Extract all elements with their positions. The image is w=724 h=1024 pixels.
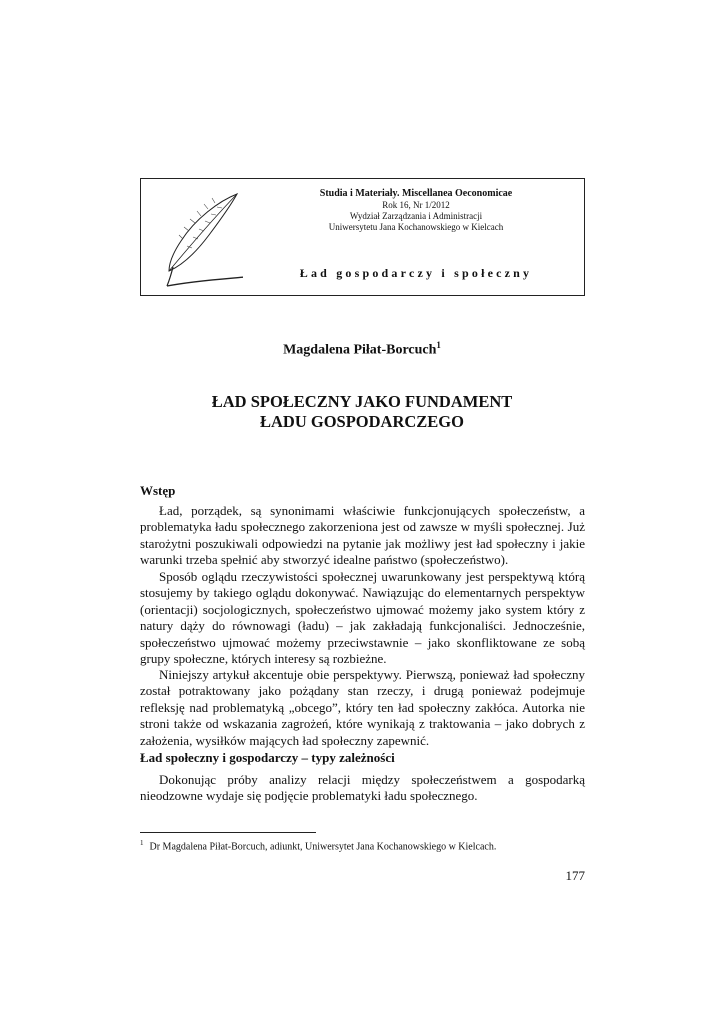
footnote-mark: 1: [140, 839, 144, 847]
section-heading-intro: Wstęp: [140, 483, 176, 498]
author-name-text: Magdalena Piłat-Borcuch: [283, 342, 437, 358]
paragraph: Niniejszy artykuł akcentuje obie perspektywy. Pierwszą, ponieważ ład społeczny został potraktowany jako pożądany stan rzeczy, i drugą ponieważ podejmuje refleksję nad problematyką „obcego”, który ten ład społeczny zakłóca. Autorka nie stroni także od wskazania zagrożeń, które wynikają z traktowania – jako dobrych z założenia, wysiłków mających ład społeczny zapewnić.: [140, 667, 585, 748]
page-number: 177: [565, 868, 585, 883]
journal-info: [256, 187, 576, 233]
footnote-text: Dr Magdalena Piłat-Borcuch, adiunkt, Uniwersytet Jana Kochanowskiego w Kielcach.: [149, 841, 497, 853]
journal-header-box: [140, 178, 585, 296]
paragraph: Dokonując próby analizy relacji między społeczeństwem a gospodarką nieodzowne wydaje się podjęcie problematyki ładu społecznego.: [140, 772, 585, 804]
journal-university: Uniwersytetu Jana Kochanowskiego w Kielcach: [328, 222, 504, 232]
paragraph: Sposób oglądu rzeczywistości społecznej uwarunkowany jest perspektywą którą stosujemy by takiego oglądu dokonywać. Nawiązując do elementarnych perspektyw (orientacji) socjologicznych, społeczeństwo ujmować możemy jako system który z natury dąży do równowagi (ładu) – jak zakładają funkcjonaliści. Jednocześnie, społeczeństwo ujmować możemy przeciwstawnie – jako skonfliktowane ze sobą grupy społeczne, których interesy są rozbieżne.: [140, 569, 585, 667]
article-title: [0, 392, 724, 432]
journal-issue: Rok 16, Nr 1/2012: [382, 200, 450, 210]
quill-pen-icon: [153, 189, 243, 289]
journal-title: Studia i Materiały. Miscellanea Oeconomicae: [319, 188, 513, 199]
article-title-line-1: ŁAD SPOŁECZNY JAKO FUNDAMENT: [211, 392, 513, 411]
article-title-line-2: ŁADU GOSPODARCZEGO: [260, 412, 464, 431]
journal-faculty: Wydział Zarządzania i Administracji: [349, 211, 483, 221]
footnote: [140, 839, 585, 852]
issue-theme: Ład gospodarczy i społeczny: [299, 266, 533, 280]
author-footnote-mark: 1: [436, 340, 441, 350]
section-heading-relations: Ład społeczny i gospodarczy – typy zależności: [140, 750, 395, 765]
paragraph: Ład, porządek, są synonimami właściwie funkcjonujących społeczeństw, a problematyka ładu społecznego zakorzeniona jest od zawsze w myśli społecznej. Już starożytni poszukiwali odpowiedzi na pytanie jak możliwy jest ład społeczny i jakie warunki trzeba spełnić aby stworzyć idealne państwo (społeczeństwo).: [140, 503, 585, 568]
author-name: [0, 340, 724, 359]
footnote-divider: [140, 832, 316, 833]
